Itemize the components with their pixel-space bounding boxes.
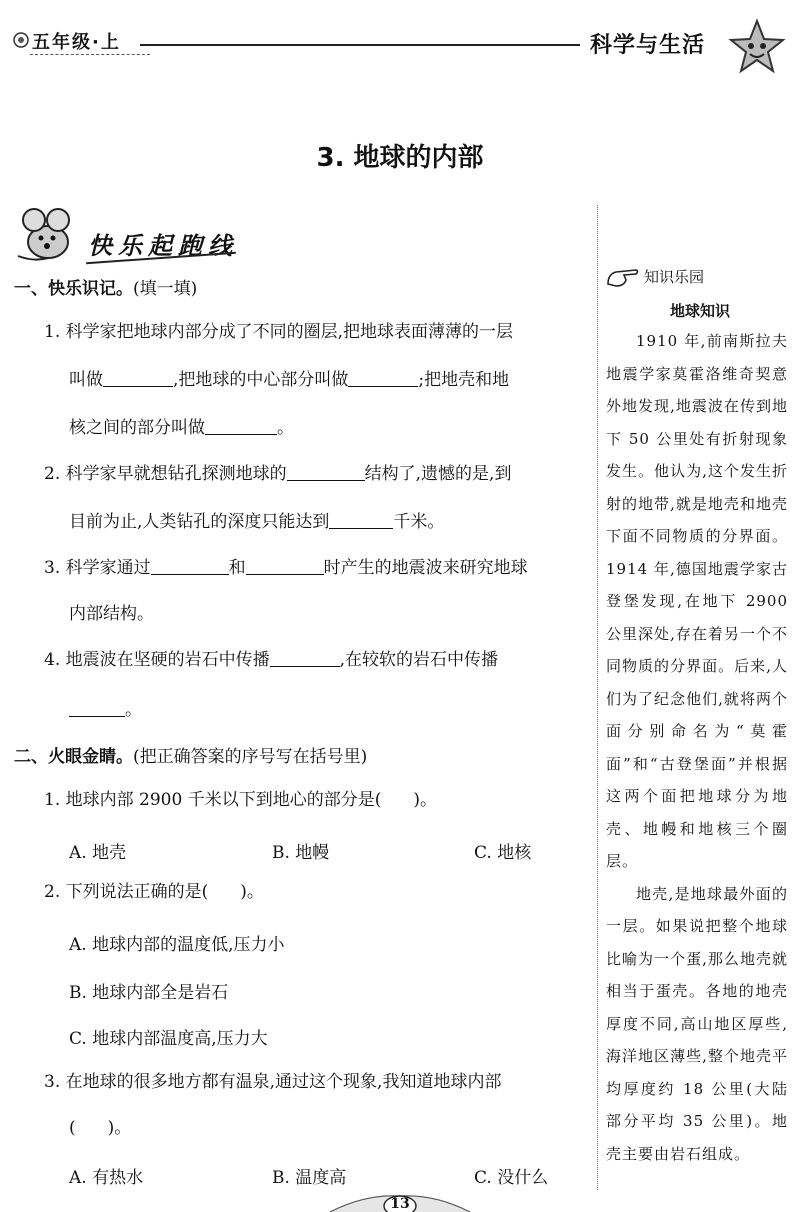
sidebar-subtitle: 地球知识	[669, 302, 730, 320]
star-mascot-icon	[728, 18, 786, 76]
s1-q4-text-b: ,在较软的岩石中传播	[339, 650, 499, 670]
s2-q3-option-a[interactable]: A. 有热水	[69, 1168, 144, 1188]
s1-q1-text-f: 。	[277, 418, 294, 438]
s2-q2-option-c[interactable]: C. 地球内部温度高,压力大	[69, 1029, 268, 1049]
s2-q3-line1	[44, 1064, 501, 1100]
s1-q2-text-c: 目前为止,人类钻孔的深度只能达到	[69, 512, 330, 532]
s1-q4-line2	[69, 692, 142, 728]
answer-blank[interactable]	[270, 648, 340, 667]
s1-q3-num: 3.	[44, 558, 61, 578]
s2-q3-option-b[interactable]: B. 温度高	[272, 1168, 347, 1188]
answer-blank[interactable]	[287, 462, 365, 481]
section-1-heading	[14, 274, 197, 299]
sidebar-paragraph-1: 1910 年,前南斯拉夫地震学家莫霍洛维奇契意外地发现,地震波在传到地下 50 公里处有折射现象发生。他认为,这个发生折射的地带,就是地壳和地壳下面不同物质的分界面。1914 年,德国地震学家古登堡发现,在地下 2900 公里深处,存在着另一个不同物质的分界面。后来,人们为了纪念他们,就将两个面分别命名为“莫霍面”和“古登堡面”并根据这两个面把地球分为地壳、地幔和地核三个圈层。	[606, 332, 788, 870]
s2-q2-text: 下列说法正确的是(	[65, 882, 209, 902]
s2-q3-paren-open: (	[69, 1118, 76, 1138]
page-header	[0, 0, 800, 80]
s1-q1-text-d: ;把地壳和地	[418, 370, 510, 390]
s1-q3-text-a: 科学家通过	[65, 558, 151, 578]
s2-q3-option-c[interactable]: C. 没什么	[474, 1168, 549, 1188]
pointing-hand-icon	[606, 264, 640, 288]
s2-q3-text: 在地球的很多地方都有温泉,通过这个现象,我知道地球内部	[65, 1072, 502, 1092]
header-dashed-line	[30, 54, 150, 55]
answer-blank[interactable]	[205, 416, 277, 435]
s2-q3-end: )。	[107, 1118, 132, 1138]
s1-q3-text-c: 时产生的地震波来研究地球	[323, 558, 528, 578]
grade-label: 五年级·上	[32, 32, 121, 53]
answer-blank[interactable]	[348, 368, 418, 387]
s1-q1-num: 1.	[44, 322, 61, 342]
section-1-note: (填一填)	[133, 279, 198, 299]
s1-q3-line1	[44, 550, 528, 586]
s1-q1-line3	[69, 410, 294, 446]
page-number: 13	[390, 1196, 410, 1212]
s2-q1-text: 地球内部 2900 千米以下到地心的部分是(	[65, 790, 382, 810]
s1-q1-text-a: 科学家把地球内部分成了不同的圈层,把地球表面薄薄的一层	[65, 322, 514, 342]
brand-title: 科学与生活	[590, 33, 706, 58]
s1-q4-num: 4.	[44, 650, 61, 670]
s2-q3-line2	[69, 1110, 131, 1146]
s1-q1-line2	[69, 362, 509, 398]
answer-blank[interactable]	[151, 556, 229, 575]
decor-swirl-icon	[10, 30, 32, 50]
s2-q1-end: )。	[413, 790, 437, 810]
sidebar-heading-text: 知识乐园	[644, 268, 705, 286]
section-banner: 快乐起跑线	[88, 231, 238, 260]
s1-q2-text-a: 科学家早就想钻孔探测地球的	[65, 464, 287, 484]
s2-q1-option-b[interactable]: B. 地幔	[272, 843, 330, 863]
s1-q1-text-b: 叫做	[69, 370, 103, 390]
s1-q2-text-d: 千米。	[393, 512, 445, 532]
s2-q1-num: 1.	[44, 790, 61, 810]
s1-q2-text-b: 结构了,遗憾的是,到	[364, 464, 512, 484]
s2-q1-option-a[interactable]: A. 地壳	[69, 843, 127, 863]
sidebar-heading	[606, 264, 704, 288]
s1-q4-line1	[44, 642, 498, 678]
answer-blank[interactable]	[69, 698, 125, 717]
s1-q4-text-c: 。	[125, 700, 142, 720]
s1-q1-line1	[44, 314, 513, 350]
s1-q1-text-c: ,把地球的中心部分叫做	[173, 370, 349, 390]
answer-blank[interactable]	[103, 368, 173, 387]
section-2-title: 二、火眼金睛。	[14, 747, 133, 767]
s1-q2-line2	[69, 504, 444, 540]
s2-q2-end: )。	[240, 882, 264, 902]
answer-blank[interactable]	[246, 556, 324, 575]
s1-q1-text-e: 核之间的部分叫做	[69, 418, 205, 438]
mouse-mascot-icon	[14, 206, 84, 264]
s2-q2	[44, 874, 264, 910]
section-1-title: 一、快乐识记。	[14, 279, 133, 299]
s1-q2-line1	[44, 456, 511, 492]
s1-q3-line2	[69, 596, 154, 632]
page-footer	[330, 1192, 470, 1212]
s2-q3-num: 3.	[44, 1072, 61, 1092]
s1-q4-text-a: 地震波在坚硬的岩石中传播	[65, 650, 270, 670]
s2-q2-option-b[interactable]: B. 地球内部全是岩石	[69, 983, 229, 1003]
s2-q1	[44, 782, 437, 818]
s1-q3-text-b: 和	[228, 558, 246, 578]
section-2-note: (把正确答案的序号写在括号里)	[133, 747, 368, 767]
header-rule	[140, 44, 580, 46]
s1-q3-text-d: 内部结构。	[69, 604, 154, 624]
s2-q2-num: 2.	[44, 882, 61, 902]
sidebar-paragraph-2: 地壳,是地球最外面的一层。如果说把整个地球比喻为一个蛋,那么地壳就相当于蛋壳。各地的地壳厚度不同,高山地区厚些,海洋地区薄些,整个地壳平均厚度约 18 公里(大陆部分平均 35 公里)。地壳主要由岩石组成。	[606, 884, 788, 1163]
answer-blank[interactable]	[329, 510, 393, 529]
s2-q2-option-a[interactable]: A. 地球内部的温度低,压力小	[69, 935, 285, 955]
page-title: 3. 地球的内部	[316, 143, 484, 173]
column-divider	[597, 205, 598, 1190]
s1-q2-num: 2.	[44, 464, 61, 484]
sidebar-body	[606, 325, 788, 1170]
s2-q1-option-c[interactable]: C. 地核	[474, 843, 532, 863]
section-2-heading	[14, 742, 367, 767]
